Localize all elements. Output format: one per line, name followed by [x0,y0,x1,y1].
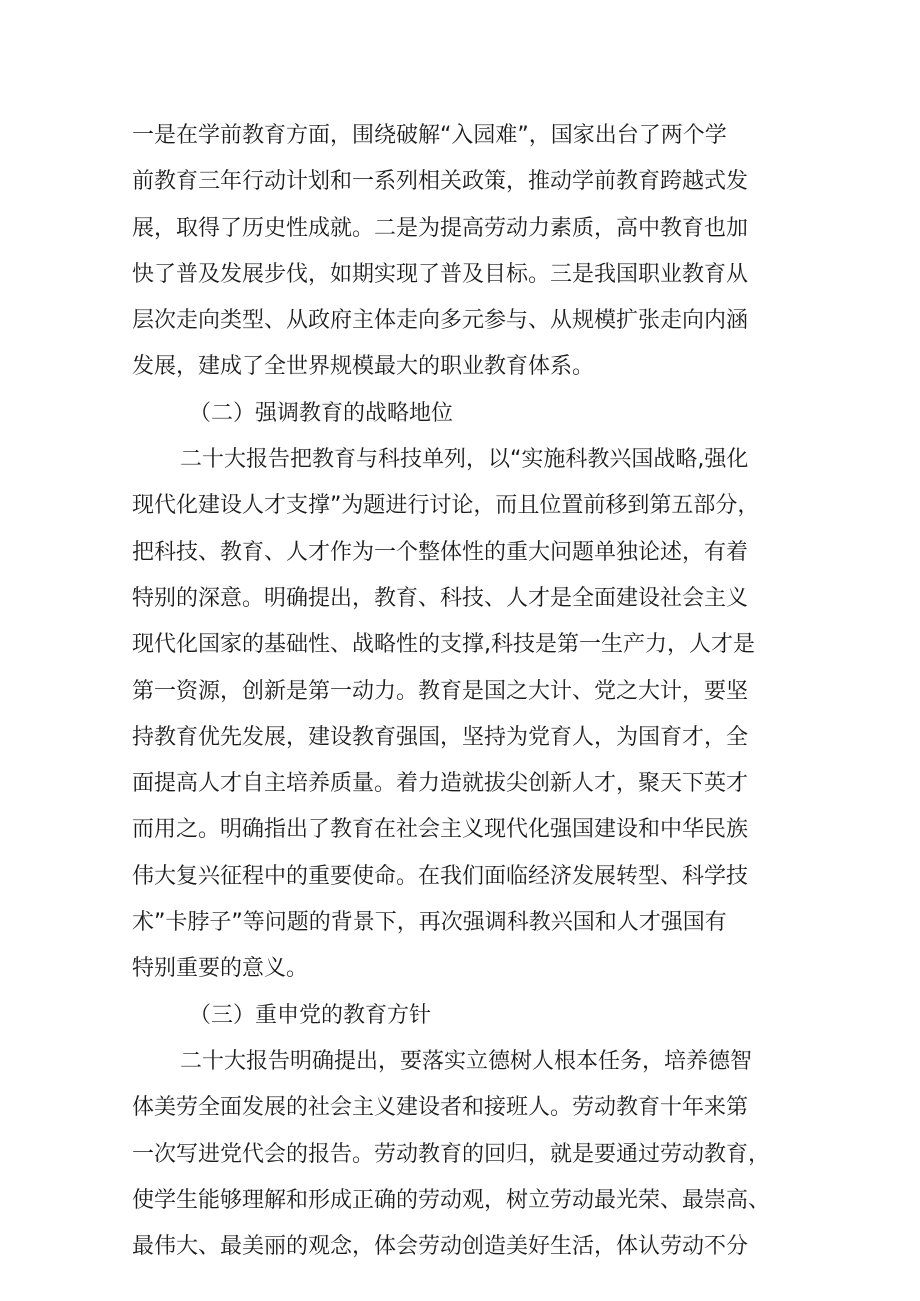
text-line: 持教育优先发展，建设教育强国，坚持为党育人，为国育才，全 [132,724,749,750]
text-line: 而用之。明确指出了教育在社会主义现代化强国建设和中华民族 [132,817,749,843]
paragraph-preschool-highschool-vocational [132,113,812,391]
text-line: 发展，建成了全世界规模最大的职业教育体系。 [132,354,595,380]
text-line: 快了普及发展步伐，如期实现了普及目标。三是我国职业教育从 [132,261,749,287]
text-line: 展，取得了历史性成就。二是为提高劳动力素质，高中教育也加 [132,215,749,241]
text-line: 特别重要的意义。 [132,956,309,982]
text-line: 术”卡脖子”等问题的背景下，再次强调科教兴国和人才强国有 [132,910,727,936]
text-line: 前教育三年行动计划和一系列相关政策，推动学前教育跨越式发 [132,169,749,195]
text-line: 现代化建设人才支撑”为题进行讨论，而且位置前移到第五部分， [132,493,760,519]
text-line: 把科技、教育、人才作为一个整体性的重大问题单独论述，有着 [132,539,749,565]
text-line: 一次写进党代会的报告。劳动教育的回归，就是要通过劳动教育， [132,1141,771,1167]
document-body [132,113,812,1270]
paragraph-education-policy [132,1039,812,1270]
section-heading-strategic-status: （二）强调教育的战略地位 [189,400,454,426]
text-line: 面提高人才自主培养质量。着力造就拔尖创新人才，聚天下英才 [132,771,749,797]
text-line: 最伟大、最美丽的观念，体会劳动创造美好生活，体认劳动不分 [132,1234,749,1260]
text-line: 层次走向类型、从政府主体走向多元参与、从规模扩张走向内涵 [132,308,749,334]
text-line: 现代化国家的基础性、战略性的支撑,科技是第一生产力，人才是 [132,632,755,658]
text-line: 特别的深意。明确提出，教育、科技、人才是全面建设社会主义 [132,585,749,611]
text-line: 二十大报告明确提出，要落实立德树人根本任务，培养德智 [180,1048,753,1074]
text-line: 体美劳全面发展的社会主义建设者和接班人。劳动教育十年来第 [132,1095,749,1121]
text-line: 二十大报告把教育与科技单列，以“实施科教兴国战略,强化 [180,447,749,473]
text-line: 第一资源，创新是第一动力。教育是国之大计、党之大计，要坚 [132,678,749,704]
text-line: 伟大复兴征程中的重要使命。在我们面临经济发展转型、科学技 [132,863,749,889]
text-line: 一是在学前教育方面，围绕破解“入园难”，国家出台了两个学 [132,123,727,148]
paragraph-strategic-status [132,437,812,993]
text-line: 使学生能够理解和形成正确的劳动观，树立劳动最光荣、最崇高、 [132,1187,771,1213]
section-heading-education-policy: （三）重申党的教育方针 [189,1002,432,1028]
